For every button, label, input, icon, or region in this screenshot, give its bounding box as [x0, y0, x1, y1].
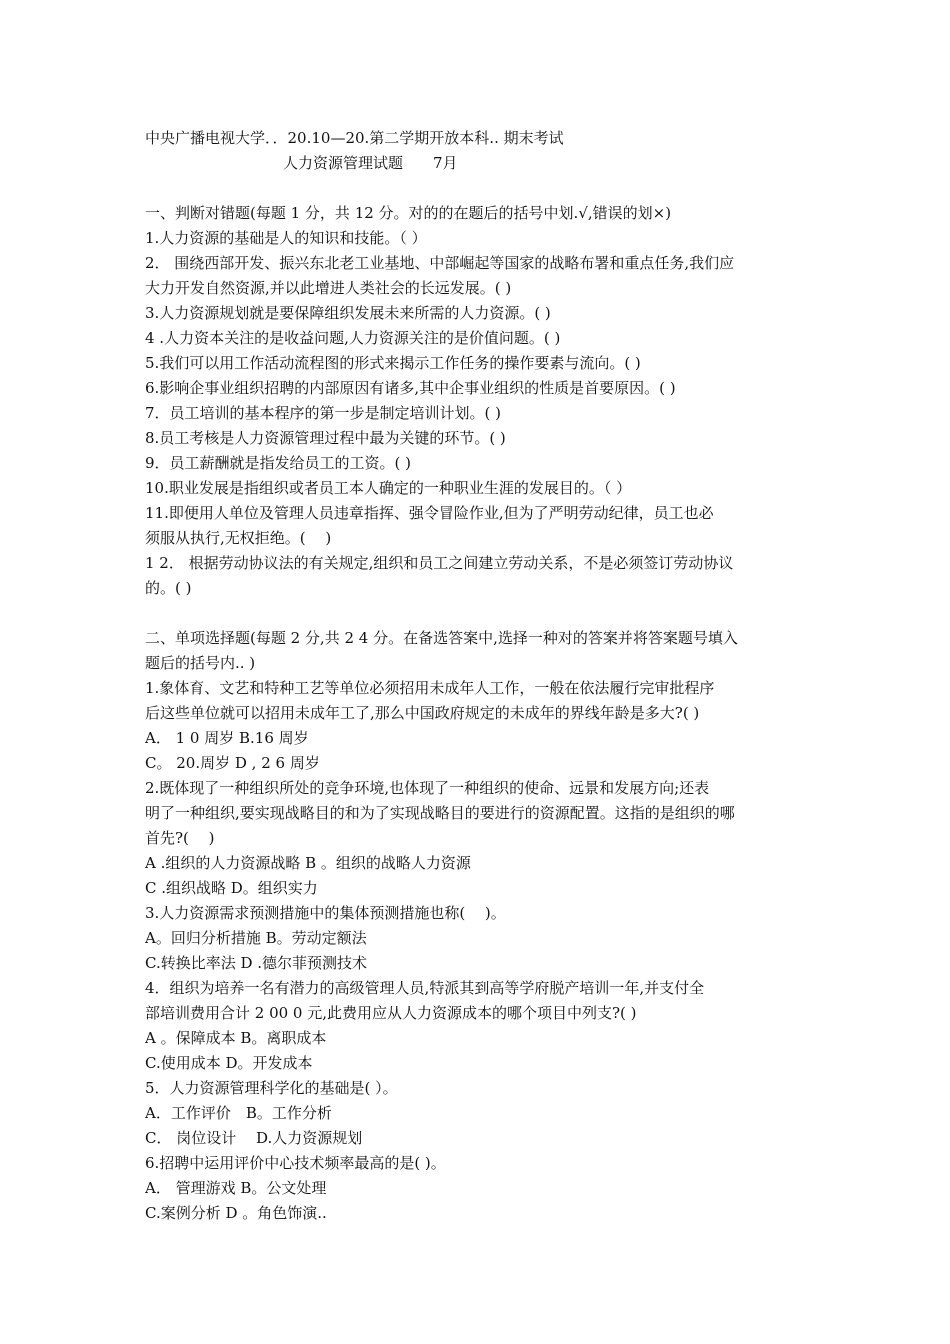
- option-line: A．工作评价 B。工作分析: [145, 1104, 332, 1122]
- question-line: 3.人力资源规划就是要保障组织发展未来所需的人力资源。( ): [145, 304, 551, 322]
- option-line: C． 岗位设计 D.人力资源规划: [145, 1129, 363, 1147]
- section2-heading: 题后的括号内.. ): [145, 654, 256, 672]
- question-line: 部培训费用合计 2 00 0 元,此费用应从人力资源成本的哪个项目中列支?( ): [145, 1004, 637, 1022]
- question-line: 2.既体现了一种组织所处的竞争环境,也体现了一种组织的使命、远景和发展方向;还表: [145, 779, 710, 797]
- question-line: 10.职业发展是指组织或者员工本人确定的一种职业生涯的发展目的。（ ）: [145, 479, 632, 497]
- option-line: C.案例分析 D 。角色饰演..: [145, 1204, 327, 1222]
- question-line: 8.员工考核是人力资源管理过程中最为关键的环节。( ): [145, 429, 506, 447]
- option-line: C。 20.周岁 D , 2 6 周岁: [145, 754, 320, 772]
- question-line: 大力开发自然资源,并以此增进人类社会的长远发展。( ): [145, 279, 512, 297]
- section1-heading: 一、判断对错题(每题 1 分，共 12 分。对的的在题后的括号中划.√,错误的划×): [145, 204, 672, 222]
- question-line: 6.影响企事业组织招聘的内部原因有诸多,其中企事业组织的性质是首要原因。( ): [145, 379, 676, 397]
- option-line: C.转换比率法 D .德尔菲预测技术: [145, 954, 368, 972]
- exam-subtitle: 人力资源管理试题 7月: [283, 154, 458, 172]
- question-line: 5．人力资源管理科学化的基础是( ）。: [145, 1079, 398, 1097]
- option-line: A 。保障成本 B。离职成本: [145, 1029, 327, 1047]
- question-line: 9．员工薪酬就是指发给员工的工资。( ): [145, 454, 412, 472]
- question-line: 的。( ): [145, 579, 192, 597]
- option-line: A． 管理游戏 B。公文处理: [145, 1179, 327, 1197]
- question-line: 11.即便用人单位及管理人员违章指挥、强令冒险作业,但为了严明劳动纪律，员工也必: [145, 504, 714, 522]
- exam-title: 中央广播电视大学．．20.10—20.第二学期开放本科.. 期末考试: [145, 129, 564, 147]
- question-line: 4 .人力资本关注的是收益问题,人力资源关注的是价值问题。( ): [145, 329, 561, 347]
- question-line: 后这些单位就可以招用未成年工了,那么中国政府规定的未成年的界线年龄是多大?( ): [145, 704, 700, 722]
- question-line: 明了一种组织,要实现战略目的和为了实现战略目的要进行的资源配置。这指的是组织的哪: [145, 804, 735, 822]
- question-line: 4．组织为培养一名有潜力的高级管理人员,特派其到高等学府脱产培训一年,并支付全: [145, 979, 705, 997]
- question-line: 须服从执行,无权拒绝。( ): [145, 529, 332, 547]
- option-line: C .组织战略 D。组织实力: [145, 879, 318, 897]
- question-line: 2． 围绕西部开发、振兴东北老工业基地、中部崛起等国家的战略布署和重点任务,我们应: [145, 254, 735, 272]
- question-line: 1.象体育、文艺和特种工艺等单位必须招用未成年人工作，一般在依法履行完审批程序: [145, 679, 715, 697]
- question-line: 6.招聘中运用评价中心技术频率最高的是( )。: [145, 1154, 446, 1172]
- section2-heading: 二、单项选择题(每题 2 分,共 2 4 分。在备选答案中,选择一种对的答案并将答案题号填入: [145, 629, 738, 647]
- option-line: C.使用成本 D。开发成本: [145, 1054, 313, 1072]
- question-line: 首先?( ): [145, 829, 215, 847]
- question-line: 3.人力资源需求预测措施中的集体预测措施也称( )。: [145, 904, 506, 922]
- option-line: A。回归分析措施 B。劳动定额法: [145, 929, 367, 947]
- question-line: 1 2． 根据劳动协议法的有关规定,组织和员工之间建立劳动关系，不是必须签订劳动协议: [145, 554, 734, 572]
- question-line: 5.我们可以用工作活动流程图的形式来揭示工作任务的操作要素与流向。( ): [145, 354, 641, 372]
- question-line: 1.人力资源的基础是人的知识和技能。（ ）: [145, 229, 427, 247]
- option-line: A． 1 0 周岁 B.16 周岁: [145, 729, 309, 747]
- question-line: 7．员工培训的基本程序的第一步是制定培训计划。( ): [145, 404, 502, 422]
- option-line: A .组织的人力资源战略 B 。组织的战略人力资源: [145, 854, 471, 872]
